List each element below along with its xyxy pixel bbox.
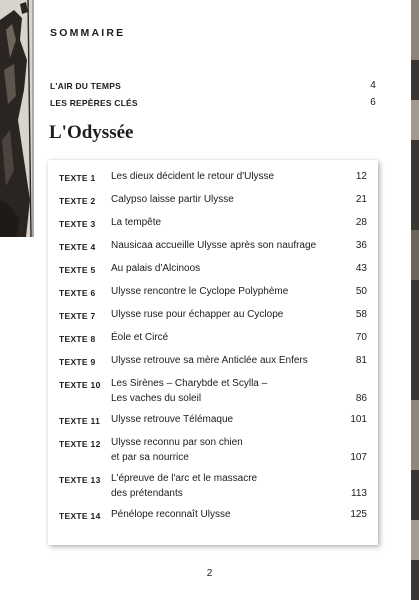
entry-label: L'AIR DU TEMPS bbox=[50, 81, 121, 91]
section-title: L'Odyssée bbox=[49, 122, 134, 143]
text-title bbox=[111, 285, 331, 300]
text-page: 81 bbox=[355, 355, 367, 366]
entry-page: 4 bbox=[370, 80, 376, 91]
greek-vase-illustration bbox=[0, 0, 34, 237]
text-title bbox=[111, 216, 331, 231]
text-page: 43 bbox=[355, 263, 367, 274]
title-line: Les dieux décident le retour d'Ulysse bbox=[111, 171, 275, 182]
text-number: TEXTE 7 bbox=[59, 311, 96, 321]
text-number: TEXTE 13 bbox=[59, 475, 101, 485]
text-page: 86 bbox=[355, 393, 367, 404]
title-line: Ulysse rencontre le Cyclope Polyphème bbox=[111, 286, 289, 297]
text-number: TEXTE 6 bbox=[59, 288, 96, 298]
text-title bbox=[111, 262, 331, 277]
entry-label: LES REPÈRES CLÉS bbox=[50, 98, 138, 108]
title-line: L'épreuve de l'arc et le massacre bbox=[111, 473, 258, 484]
title-line: La tempête bbox=[111, 217, 162, 228]
text-page: 113 bbox=[351, 488, 367, 499]
title-line: Pénélope reconnaît Ulysse bbox=[111, 509, 231, 520]
text-title bbox=[111, 377, 331, 406]
title-line: des prétendants bbox=[111, 487, 183, 499]
text-title bbox=[111, 354, 331, 369]
text-title bbox=[111, 508, 331, 523]
title-line: Au palais d'Alcinoos bbox=[111, 263, 201, 274]
text-title bbox=[111, 413, 331, 428]
text-number: TEXTE 14 bbox=[59, 511, 101, 521]
text-number: TEXTE 4 bbox=[59, 242, 96, 252]
title-line: Les Sirènes – Charybde et Scylla – bbox=[111, 378, 268, 389]
title-line: Les vaches du soleil bbox=[111, 392, 202, 404]
text-page: 125 bbox=[350, 509, 367, 520]
text-page: 36 bbox=[355, 240, 367, 251]
text-title bbox=[111, 331, 331, 346]
text-page: 58 bbox=[355, 309, 367, 320]
text-title bbox=[111, 239, 331, 254]
sommaire-heading: SOMMAIRE bbox=[50, 27, 126, 39]
text-title bbox=[111, 436, 331, 465]
page-number: 2 bbox=[206, 568, 213, 579]
text-number: TEXTE 12 bbox=[59, 439, 101, 449]
table-of-contents bbox=[48, 160, 378, 545]
text-number: TEXTE 5 bbox=[59, 265, 96, 275]
text-number: TEXTE 3 bbox=[59, 219, 96, 229]
text-number: TEXTE 9 bbox=[59, 357, 96, 367]
entry-page: 6 bbox=[370, 97, 376, 108]
text-number: TEXTE 8 bbox=[59, 334, 96, 344]
text-title bbox=[111, 170, 331, 185]
text-page: 70 bbox=[355, 332, 367, 343]
text-number: TEXTE 11 bbox=[59, 416, 101, 426]
text-page: 12 bbox=[355, 171, 367, 182]
title-line: Éole et Circé bbox=[111, 332, 169, 343]
text-title bbox=[111, 193, 331, 208]
text-number: TEXTE 10 bbox=[59, 380, 101, 390]
text-number: TEXTE 1 bbox=[59, 173, 96, 183]
text-number: TEXTE 2 bbox=[59, 196, 96, 206]
vase-edge-decoration bbox=[411, 0, 419, 600]
title-line: Ulysse reconnu par son chien bbox=[111, 437, 243, 448]
title-line: Ulysse retrouve Télémaque bbox=[111, 414, 234, 425]
front-matter-entry[interactable] bbox=[50, 80, 376, 94]
title-line: Nausicaa accueille Ulysse après son naufrage bbox=[111, 240, 317, 251]
text-page: 28 bbox=[355, 217, 367, 228]
front-matter-entry[interactable] bbox=[50, 97, 376, 111]
title-line: Calypso laisse partir Ulysse bbox=[111, 194, 234, 205]
title-line: et par sa nourrice bbox=[111, 451, 189, 463]
title-line: Ulysse ruse pour échapper au Cyclope bbox=[111, 309, 284, 320]
text-page: 107 bbox=[350, 452, 367, 463]
text-page: 50 bbox=[355, 286, 367, 297]
text-page: 21 bbox=[355, 194, 367, 205]
text-page: 101 bbox=[350, 414, 367, 425]
title-line: Ulysse retrouve sa mère Anticlée aux Enfers bbox=[111, 355, 308, 366]
text-title bbox=[111, 472, 331, 501]
text-title bbox=[111, 308, 331, 323]
